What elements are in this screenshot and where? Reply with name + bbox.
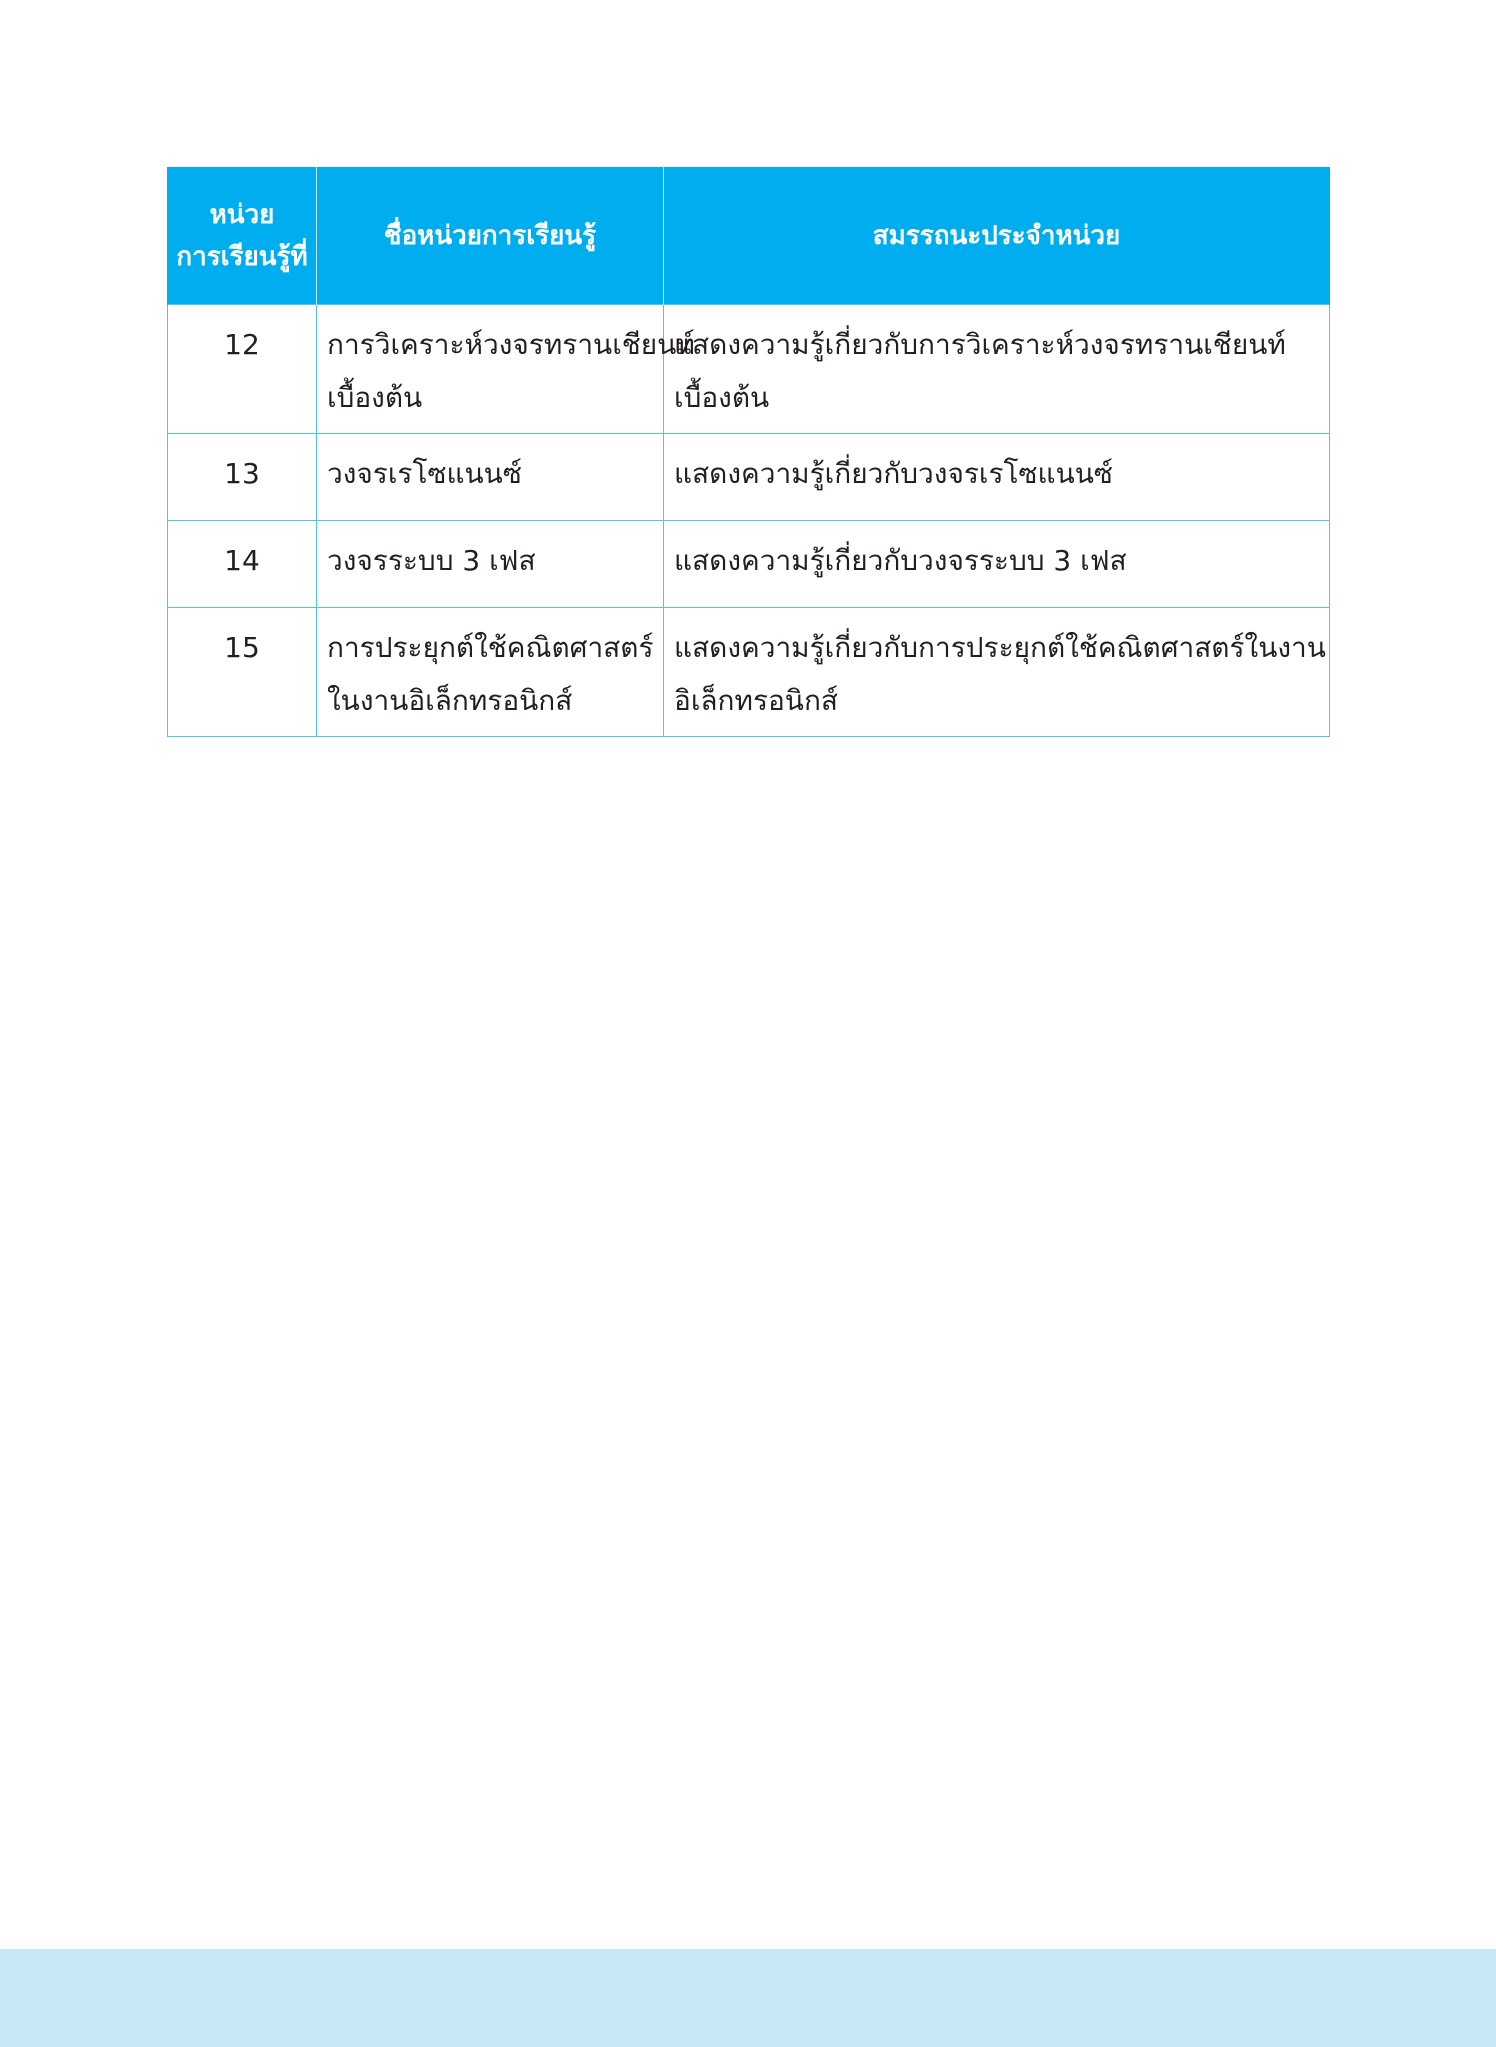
competency-line: แสดงความรู้เกี่ยวกับการประยุกต์ใช้คณิตศาสตร์ในงาน — [674, 631, 1326, 664]
header-competency: สมรรถนะประจำหน่วย — [664, 168, 1330, 305]
unit-number-cell: 15 — [168, 608, 317, 737]
competency-cell — [664, 434, 1330, 521]
unit-name-line: ในงานอิเล็กทรอนิกส์ — [327, 684, 573, 717]
header-unit-number — [168, 168, 317, 305]
competency-line: เบื้องต้น — [674, 381, 770, 414]
header-unit-number-line1: หน่วย — [209, 200, 275, 230]
footer-band — [0, 1949, 1496, 2047]
unit-name-cell — [317, 521, 664, 608]
header-unit-name: ชื่อหน่วยการเรียนรู้ — [317, 168, 664, 305]
header-unit-number-line2: การเรียนรู้ที่ — [176, 242, 308, 272]
competency-cell — [664, 305, 1330, 434]
unit-name-cell — [317, 305, 695, 434]
unit-name-line: การประยุกต์ใช้คณิตศาสตร์ — [327, 631, 654, 664]
competency-cell — [664, 608, 1330, 737]
unit-name-line: วงจรเรโซแนนซ์ — [327, 457, 522, 490]
unit-name-line: เบื้องต้น — [327, 381, 423, 414]
unit-name-line: การวิเคราะห์วงจรทรานเชียนท์ — [327, 328, 695, 361]
table-header-row — [168, 168, 1330, 305]
unit-number-cell: 13 — [168, 434, 317, 521]
table-row — [168, 608, 1330, 737]
learning-units-table — [167, 167, 1330, 737]
competency-line: แสดงความรู้เกี่ยวกับการวิเคราะห์วงจรทรานเชียนท์ — [674, 328, 1286, 361]
unit-name-line: วงจรระบบ 3 เฟส — [327, 544, 536, 577]
unit-name-cell — [317, 608, 664, 737]
unit-name-cell — [317, 434, 664, 521]
competency-line: แสดงความรู้เกี่ยวกับวงจรระบบ 3 เฟส — [674, 544, 1127, 577]
table-row — [168, 434, 1330, 521]
competency-cell — [664, 521, 1330, 608]
table-row — [168, 305, 1330, 434]
table-row — [168, 521, 1330, 608]
competency-line: แสดงความรู้เกี่ยวกับวงจรเรโซแนนซ์ — [674, 457, 1113, 490]
competency-line: อิเล็กทรอนิกส์ — [674, 684, 838, 717]
unit-number-cell: 14 — [168, 521, 317, 608]
unit-number-cell: 12 — [168, 305, 317, 434]
